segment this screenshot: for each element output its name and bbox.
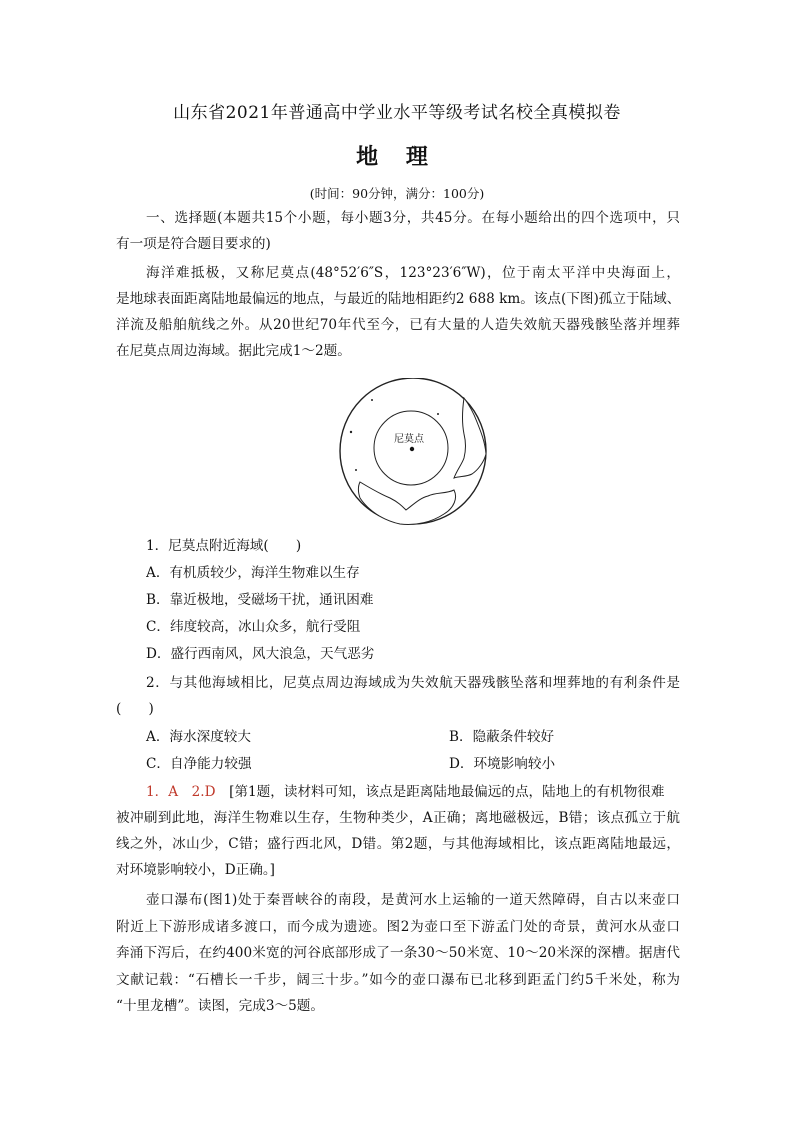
passage1-line-3: 洋流及船舶航线之外。从20世纪70年代至今，已有大量的人造失效航天器残骸坠落并埋葬 [116, 317, 680, 333]
q2-option-c: C．自净能力较强 [146, 756, 252, 772]
island-dot [437, 413, 439, 415]
section1-line-1: 一、选择题(本题共15个小题，每小题3分，共45分。在每小题给出的四个选项中，只 [146, 210, 680, 226]
point-nemo-marker [410, 447, 414, 451]
passage2-line-4: 文献记载：“石槽长一千步，阔三十步。”如今的壶口瀑布已北移到距孟门约5千米处，称为 [116, 972, 680, 988]
q2-stem-line-1: 2．与其他海域相比，尼莫点周边海域成为失效航天器残骸坠落和埋葬地的有利条件是 [146, 675, 680, 691]
island-dot [350, 431, 352, 433]
passage2-line-3: 奔涌下泻后，在约400米宽的河谷底部形成了一条30～50米宽、10～20米深的深槽。据唐代 [116, 945, 680, 961]
q2-option-a: A．海水深度较大 [146, 729, 251, 745]
answer-explanation-start: [第1题，读材料可知，该点是距离陆地最偏远的点，陆地上的有机物很难 [215, 784, 665, 800]
subject-title: 地 理 [356, 144, 438, 170]
answer-line-2: 被冲刷到此地，海洋生物难以生存，生物种类少，A正确；离地磁极远，B错；该点孤立于航 [116, 810, 680, 826]
passage2-line-5: “十里龙槽”。读图，完成3～5题。 [116, 998, 324, 1014]
island-dot [355, 469, 357, 471]
answer-line-4: 对环境影响较小，D正确。] [116, 862, 275, 878]
passage2-line-2: 附近上下游形成诸多渡口，而今成为遗迹。图2为壶口至下游孟门处的奇景，黄河水从壶口 [116, 919, 680, 935]
answer-line-1 [146, 782, 680, 802]
q1-option-b: B．靠近极地，受磁场干扰，通讯困难 [146, 592, 374, 608]
answer-key: 1．A 2.D [146, 784, 216, 800]
q2-stem-line-2: ( ) [116, 701, 154, 717]
passage1-line-4: 在尼莫点周边海域。据此完成1～2题。 [116, 343, 351, 359]
q2-option-d: D．环境影响较小 [449, 756, 556, 772]
time-score-info: (时间：90分钟，满分：100分) [309, 186, 485, 201]
point-nemo-map [336, 378, 496, 532]
section1-line-2: 有一项是符合题目要求的) [116, 236, 271, 252]
q1-stem: 1．尼莫点附近海域( ) [146, 538, 302, 554]
passage2-line-1: 壶口瀑布(图1)处于秦晋峡谷的南段，是黄河水上运输的一道天然障碍，自古以来壶口 [146, 892, 680, 908]
exam-title: 山东省2021年普通高中学业水平等级考试名校全真模拟卷 [173, 103, 621, 123]
island-dot [371, 399, 373, 401]
q1-option-a: A．有机质较少，海洋生物难以生存 [146, 565, 360, 581]
passage1-line-1: 海洋难抵极，又称尼莫点(48°52′6″S，123°23′6″W)，位于南太平洋中央海面上， [146, 265, 680, 281]
answer-line-3: 线之外，冰山少，C错；盛行西北风，D错。第2题，与其他海域相比，该点距离陆地最远， [116, 836, 680, 852]
passage1-line-2: 是地球表面距离陆地最偏远的地点，与最近的陆地相距约2 688 km。该点(下图)孤立于陆域、 [116, 291, 680, 307]
q2-option-b: B．隐蔽条件较好 [449, 729, 555, 745]
q1-option-d: D．盛行西南风，风大浪急，天气恶劣 [146, 646, 375, 662]
map-svg [336, 378, 496, 528]
q1-option-c: C．纬度较高，冰山众多，航行受阻 [146, 619, 361, 635]
point-nemo-label: 尼莫点 [394, 434, 424, 445]
